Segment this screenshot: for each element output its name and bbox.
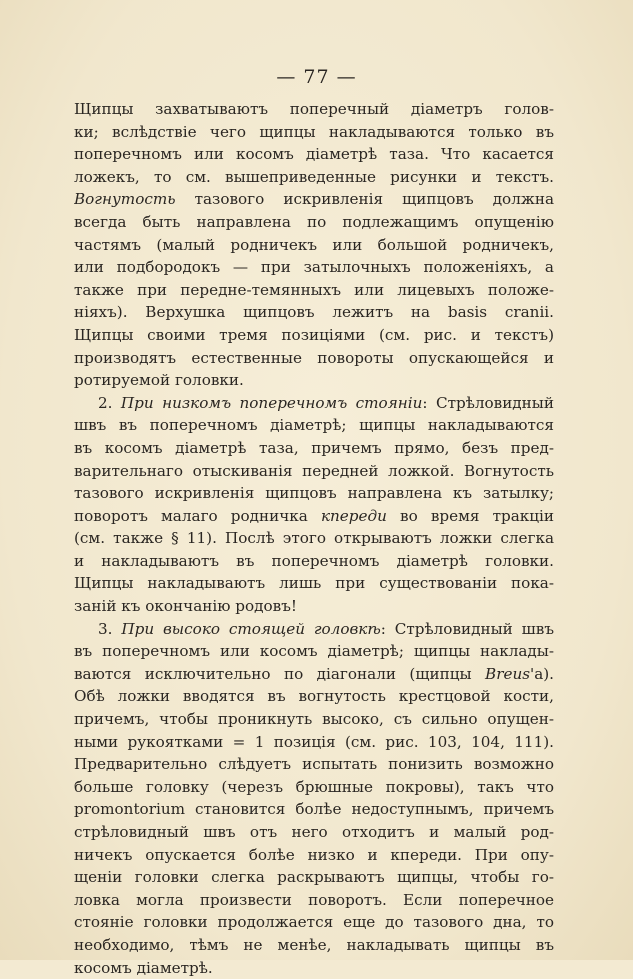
text-segment: и накладываютъ въ поперечномъ діаметрѣ головки. bbox=[74, 551, 554, 570]
text-segment: въ косомъ діаметрѣ таза, причемъ прямо, безъ пред- bbox=[74, 438, 554, 457]
text-segment: : Стрѣловидный швъ bbox=[380, 619, 554, 638]
text-segment: косомъ діаметрѣ. bbox=[74, 958, 213, 977]
text-segment: тазового искривленія щипцовъ направлена къ затылку; bbox=[74, 484, 554, 503]
text-segment: Щипцы накладываютъ лишь при существованіи пока- bbox=[74, 574, 554, 593]
text-line bbox=[74, 527, 554, 550]
text-segment: ложекъ, то см. вышеприведенные рисунки и текстъ. bbox=[74, 167, 554, 186]
text-segment: Щипцы своими тремя позиціями (см. рис. и текстъ) bbox=[74, 325, 554, 344]
body-text bbox=[74, 98, 554, 979]
text-line bbox=[74, 414, 554, 437]
text-line bbox=[74, 595, 554, 618]
text-line bbox=[74, 324, 554, 347]
text-line bbox=[74, 685, 554, 708]
text-segment: : Стрѣловидный bbox=[422, 393, 554, 412]
text-segment: Щипцы захватываютъ поперечный діаметръ голов- bbox=[74, 100, 554, 118]
text-segment: производятъ естественные повороты опускающейся и bbox=[74, 348, 554, 367]
text-segment: всегда быть направлена по подлежащимъ опущенію bbox=[74, 212, 554, 231]
text-segment: поворотъ малаго родничка bbox=[74, 506, 321, 525]
text-line bbox=[74, 256, 554, 279]
text-line bbox=[74, 798, 554, 821]
text-line bbox=[74, 392, 554, 415]
text-segment: частямъ (малый родничекъ или большой родничекъ, bbox=[74, 235, 554, 254]
text-segment: поперечномъ или косомъ діаметрѣ таза. Что касается bbox=[74, 145, 554, 164]
text-segment: тазового искривленія щипцовъ должна bbox=[175, 190, 554, 209]
text-line bbox=[74, 460, 554, 483]
text-segment: (см. также § 11). Послѣ этого открываютъ ложки слегка bbox=[74, 529, 554, 548]
text-line bbox=[74, 753, 554, 776]
italic-text: При низкомъ поперечномъ стояніи bbox=[120, 393, 423, 412]
text-segment: также при передне-темянныхъ или лицевыхъ положе- bbox=[74, 280, 554, 299]
text-line bbox=[74, 211, 554, 234]
text-line bbox=[74, 731, 554, 754]
text-segment: 2. bbox=[98, 393, 121, 412]
text-segment: швъ въ поперечномъ діаметрѣ; щипцы накладываются bbox=[74, 416, 554, 435]
text-segment: щеніи головки слегка раскрываютъ щипцы, чтобы го- bbox=[74, 868, 554, 887]
text-segment: больше головку (черезъ брюшные покровы), такъ что bbox=[74, 777, 554, 796]
text-segment: 'а). bbox=[530, 664, 554, 683]
text-line bbox=[74, 663, 554, 686]
text-line bbox=[74, 934, 554, 957]
text-segment: причемъ, чтобы проникнуть высоко, съ сильно опущен- bbox=[74, 710, 554, 729]
text-line bbox=[74, 550, 554, 573]
text-segment: варительнаго отыскиванія передней ложкой. Вогнутость bbox=[74, 461, 554, 480]
page-number: — 77 — bbox=[276, 66, 357, 88]
text-segment: promontorium становится болѣе недоступнымъ, причемъ bbox=[74, 800, 554, 819]
text-line bbox=[74, 640, 554, 663]
text-line bbox=[74, 844, 554, 867]
text-line bbox=[74, 234, 554, 257]
text-segment: или подбородокъ — при затылочныхъ положеніяхъ, а bbox=[74, 258, 554, 277]
text-line bbox=[74, 708, 554, 731]
text-line bbox=[74, 821, 554, 844]
text-segment: ки; вслѣдствіе чего щипцы накладываются только въ bbox=[74, 122, 554, 141]
text-segment: стрѣловидный швъ отъ него отходитъ и малый род- bbox=[74, 823, 554, 841]
text-line bbox=[74, 279, 554, 302]
italic-text: Вогнутость bbox=[74, 190, 176, 209]
text-segment: ными рукоятками = 1 позиція (см. рис. 103, 104, 111). bbox=[74, 732, 554, 751]
text-line bbox=[74, 505, 554, 528]
text-segment: ротируемой головки. bbox=[74, 371, 244, 390]
text-line bbox=[74, 572, 554, 595]
italic-text: При высоко стоящей головкѣ bbox=[121, 619, 381, 638]
text-segment: во время тракціи bbox=[386, 506, 554, 525]
text-segment: ніяхъ). Верхушка щипцовъ лежитъ на basis cranii. bbox=[74, 303, 554, 322]
text-line bbox=[74, 143, 554, 166]
text-line bbox=[74, 301, 554, 324]
text-segment: ловка могла произвести поворотъ. Если поперечное bbox=[74, 890, 554, 909]
text-line bbox=[74, 889, 554, 912]
text-segment: ваются исключительно по діагонали (щипцы bbox=[74, 664, 486, 683]
text-line bbox=[74, 98, 554, 121]
text-segment: необходимо, тѣмъ не менѣе, накладывать щипцы въ bbox=[74, 935, 554, 954]
text-line bbox=[74, 369, 554, 392]
text-line bbox=[74, 482, 554, 505]
text-line bbox=[74, 166, 554, 189]
text-segment: заній къ окончанію родовъ! bbox=[74, 597, 297, 616]
text-segment: стояніе головки продолжается еще до тазового дна, то bbox=[74, 913, 554, 932]
text-line bbox=[74, 347, 554, 370]
text-line bbox=[74, 437, 554, 460]
text-segment: 3. bbox=[98, 619, 122, 638]
text-line bbox=[74, 911, 554, 934]
text-segment: ничекъ опускается болѣе низко и кпереди. При опу- bbox=[74, 845, 554, 864]
italic-text: Breus bbox=[485, 664, 531, 683]
text-segment: Обѣ ложки вводятся въ вогнутость крестцовой кости, bbox=[74, 687, 554, 706]
text-segment: въ поперечномъ или косомъ діаметрѣ; щипцы наклады- bbox=[74, 642, 554, 661]
text-segment: Предварительно слѣдуетъ испытать понизить возможно bbox=[74, 755, 554, 774]
italic-text: кпереди bbox=[320, 506, 387, 525]
text-line bbox=[74, 618, 554, 641]
text-line bbox=[74, 121, 554, 144]
text-line bbox=[74, 866, 554, 889]
text-line bbox=[74, 776, 554, 799]
text-line bbox=[74, 188, 554, 211]
